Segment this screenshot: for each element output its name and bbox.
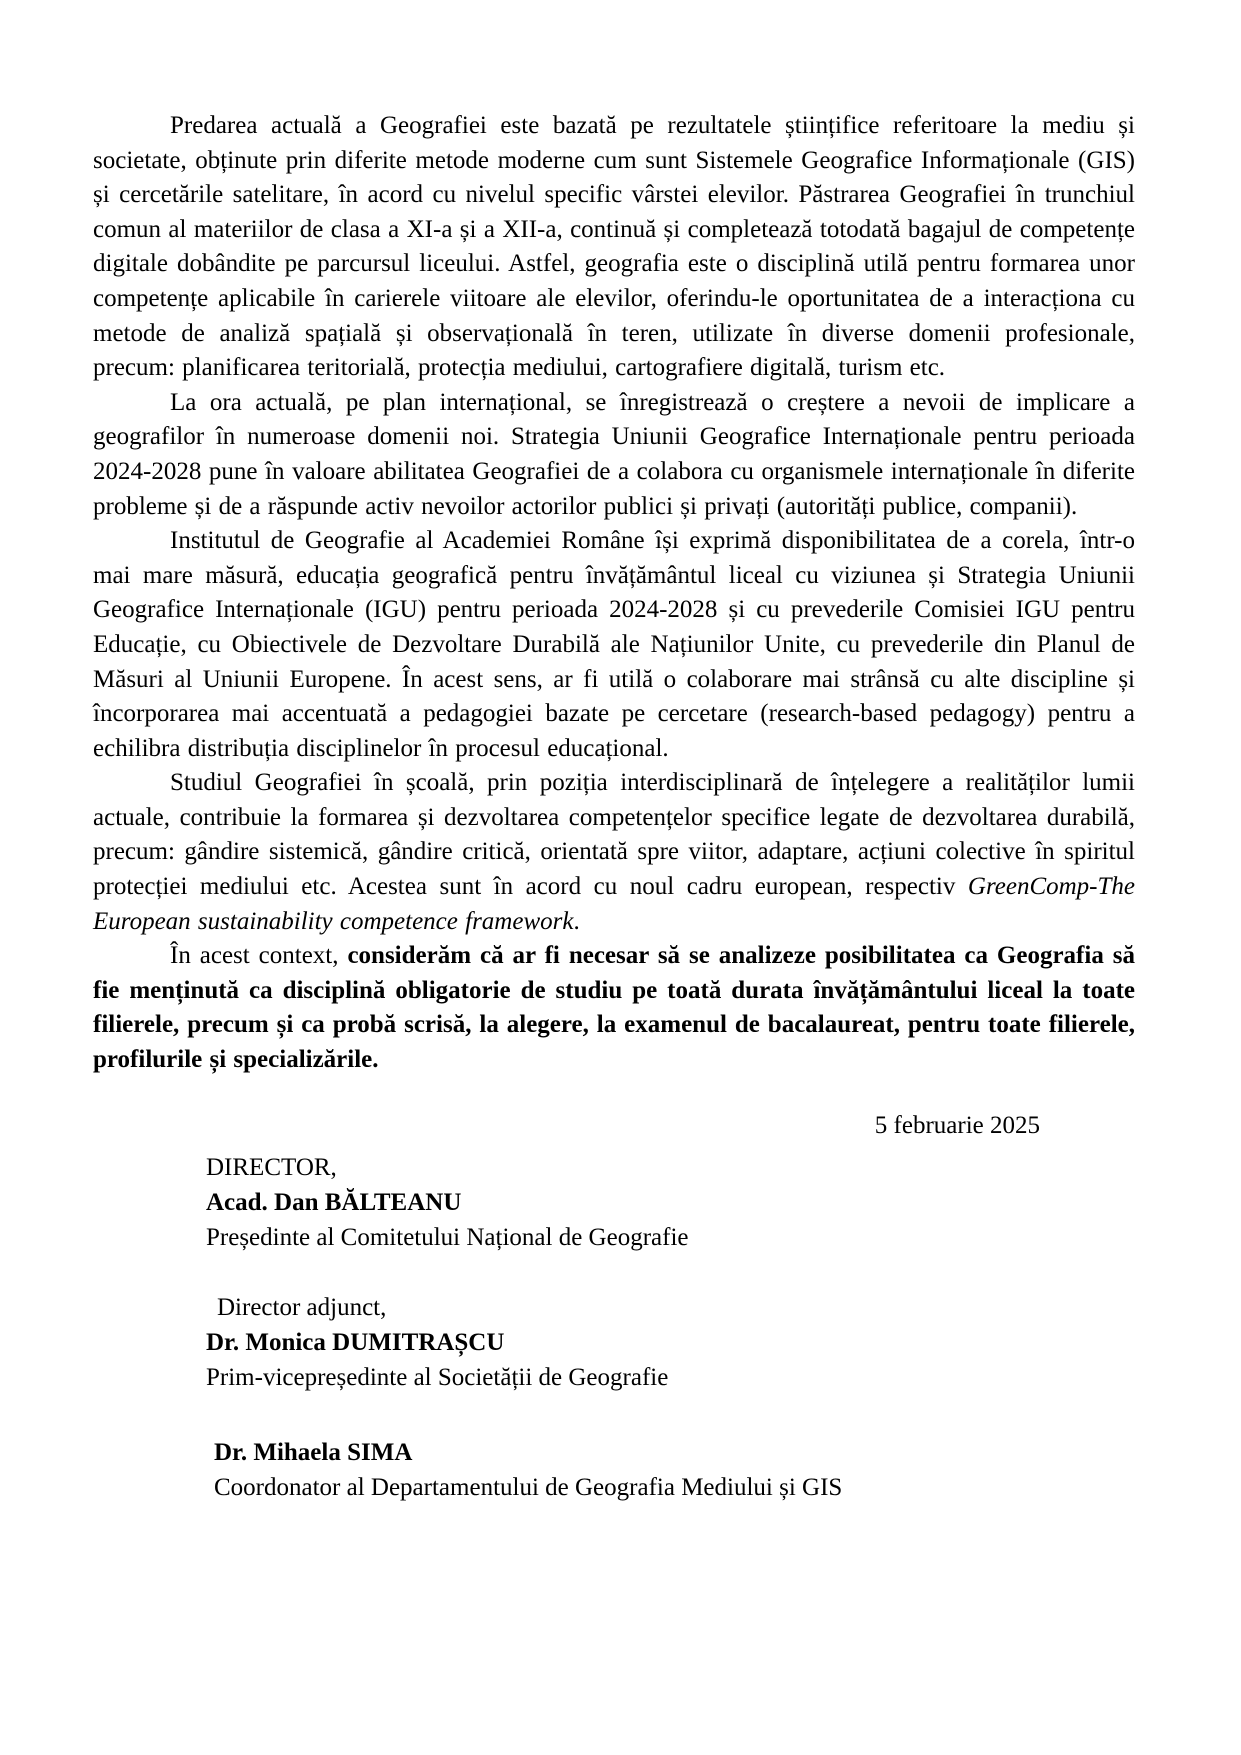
- signature-block-coordinator: [206, 1435, 1135, 1505]
- signature-coordinator-role: Coordonator al Departamentului de Geografia Mediului și GIS: [214, 1473, 843, 1501]
- paragraph-sustainability-text: Studiul Geografiei în școală, prin poziția interdisciplinară de înțelegere a realităților lumii actuale, contribuie la formarea și dezvoltarea competențelor specifice legate de dezvoltarea durabilă, precum: gândire sistemică, gândire critică, orientată spre viitor, adaptare, acțiuni colective în spiritul protecției mediului etc. Acestea sunt în acord cu noul cadru european, respectiv: [93, 769, 1135, 901]
- signature-deputy-title: Director adjunct,: [217, 1293, 387, 1321]
- paragraph-institute-statement: Institutul de Geografie al Academiei Române își exprimă disponibilitatea de a corela, într-o mai mare măsură, educația geografică pentru învățământul liceal cu viziunea și Strategia Uniunii Geografice Internaționale (IGU) pentru perioada 2024-2028 și cu prevederile Comisiei IGU pentru Educație, cu Obiectivele de Dezvoltare Durabilă ale Națiunilor Unite, cu prevederile din Planul de Măsuri al Uniunii Europene. În acest sens, ar fi utilă o colaborare mai strânsă cu alte discipline și încorporarea mai accentuată a pedagogiei bazate pe cercetare (research-based pedagogy) pentru a echilibra distribuția disciplinelor în procesul educațional.: [93, 527, 1135, 762]
- paragraph-teaching-today: Predarea actuală a Geografiei este bazată pe rezultatele științifice referitoare la mediu și societate, obținute prin diferite metode moderne cum sunt Sistemele Geografice Informaționale (GIS) și cercetările satelitare, în acord cu nivelul specific vârstei elevilor. Păstrarea Geografiei în trunchiul comun al materiilor de clasa a XI-a și a XII-a, continuă și completează totodată bagajul de competențe digitale dobândite pe parcursul liceului. Astfel, geografia este o disciplină utilă pentru formarea unor competențe aplicabile în carierele viitoare ale elevilor, oferindu-le oportunitatea de a interacționa cu metode de analiză spațială și observațională în teren, utilizate în diverse domenii profesionale, precum: planificarea teritorială, protecția mediului, cartografiere digitală, turism etc.: [93, 112, 1135, 382]
- paragraph-sustainability: [93, 766, 1135, 939]
- paragraph-proposal-emphasis: considerăm că ar fi necesar să se analizeze posibilitatea ca Geografia să fie menținută ca disciplină obligatorie de studiu pe toată durata învățământului liceal la toate filierele, precum și ca probă scrisă, la alegere, la examenul de bacalaureat, pentru toate filierele, profilurile și specializările.: [93, 942, 1135, 1074]
- paragraph-international-context: La ora actuală, pe plan internațional, se înregistrează o creștere a nevoii de implicare a geografilor în numeroase domenii noi. Strategia Uniunii Geografice Internaționale pentru perioada 2024-2028 pune în valoare abilitatea Geografiei de a colabora cu organismele internaționale în diferite probleme și de a răspunde activ nevoilor actorilor publici și privați (autorități publice, companii).: [93, 388, 1135, 520]
- signature-block-deputy-director: [206, 1290, 1135, 1395]
- paragraph-proposal: [93, 939, 1135, 1077]
- signature-block-director: [206, 1150, 1135, 1255]
- paragraph-sustainability-period: .: [573, 907, 580, 935]
- signature-director-title: DIRECTOR,: [206, 1153, 337, 1181]
- document-date: 5 februarie 2025: [874, 1111, 1040, 1139]
- signature-coordinator-name: Dr. Mihaela SIMA: [214, 1438, 413, 1466]
- paragraph-proposal-intro: În acest context,: [170, 942, 348, 970]
- signature-director-name: Acad. Dan BĂLTEANU: [206, 1188, 462, 1216]
- signature-deputy-name: Dr. Monica DUMITRAȘCU: [206, 1328, 505, 1356]
- signature-deputy-role: Prim-vicepreședinte al Societății de Geografie: [206, 1363, 669, 1391]
- signature-director-role: Președinte al Comitetului Național de Geografie: [206, 1223, 689, 1251]
- greencomp-framework-reference: GreenComp-The European sustainability competence framework: [93, 873, 1135, 935]
